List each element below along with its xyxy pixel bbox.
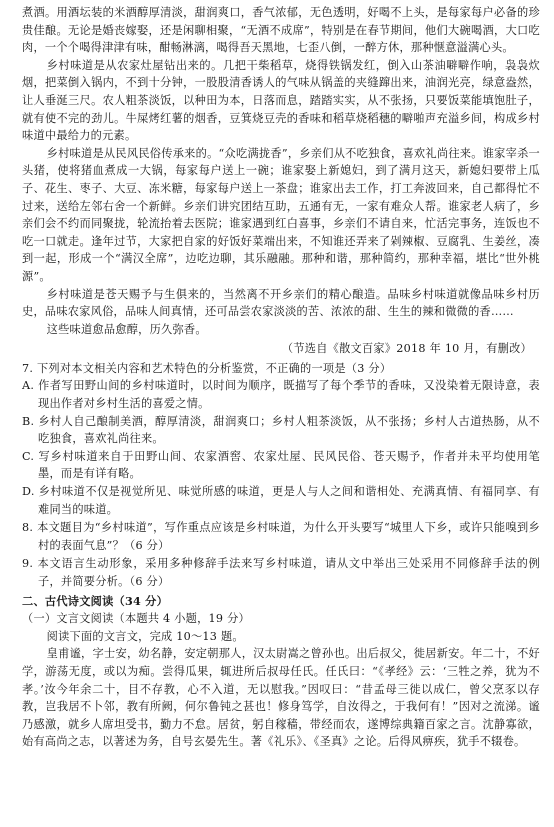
question-7-option-b: B. 乡村人自己酿制美酒，醇厚清淡，甜润爽口；乡村人粗茶淡饭，从不张扬；乡村人古道热肠，从不吃独食，喜欢礼尚往来。 <box>22 414 540 446</box>
question-7-option-a: A. 作者写田野山间的乡村味道时，以时间为顺序，既描写了每个季节的香味，又没染着无限诗意，表现出作者对乡村生活的喜爱之情。 <box>22 379 540 411</box>
essay-paragraph-2: 乡村味道是从农家灶屋钻出来的。几把干柴稻草，烧得铁锅发红，倒入山茶油噼噼作响，袅袅炊烟，把菜倒入锅内，不到十分钟，一股股清香诱人的气味从锅盖的夹缝蹿出来，油润光亮，绿意盎然，让人垂涎三尺。农人粗茶淡饭，以种田为本，日落而息，踏踏实实，从不张扬，只要饭菜能填饱肚子，就有使不完的劲儿。牛屎烤红薯的烟香，豆箕烧豆壳的香味和稻草烧稻穗的噼啪声充溢乡间，构成乡村味道中最给力的元素。 <box>22 58 540 143</box>
question-7-option-d: D. 乡村味道不仅是视觉所见、味觉所感的味道，更是人与人之间和谐相处、充满真情、有福同享、有难同当的味道。 <box>22 485 540 516</box>
subsection-heading: （一）文言文阅读（本题共 4 小题，19 分） <box>22 612 250 626</box>
question-9: 9. 本文语言生动形象，采用多种修辞手法来写乡村味道，请从文中举出三处采用不同修辞手法的例子，并简要分析。（6 分） <box>22 557 540 588</box>
essay-body <box>22 4 540 358</box>
section-heading: 二、古代诗文阅读（34 分） <box>22 593 169 608</box>
question-7 <box>22 360 540 518</box>
essay-paragraph-4: 乡村味道是苍天赐予与生俱来的，当然离不开乡亲们的精心酿造。品味乡村味道就像品味乡村历史，品味农家风俗，品味人间真情，还可品尝农家淡淡的苦、浓浓的甜、生生的辣和微微的香…… <box>22 287 540 319</box>
classical-passage: 皇甫谧，字士安，幼名静，安定朝那人，汉太尉嵩之曾孙也。出后叔父，徙居新安。年二十，不好学，游荡无度，或以为痴。尝得瓜果，辄进所后叔母任氏。任氏曰：“《孝经》云：‘三牲之养，犹为不孝。’汝今年余二十，目不存教，心不入道，无以慰我。”因叹曰：“昔孟母三徙以成仁，曾父烹豕以存教，岂我居不卜邻，教有所阙，何尔鲁钝之甚也！修身笃学，自汝得之，于我何有！”因对之流涕。谧乃感激，就乡人席坦受书，勤力不怠。居贫，躬自稼穑，带经而农，遂博综典籍百家之言。沈静寡欲，始有高尚之志，以著述为务，自号玄晏先生。著《礼乐》、《圣真》之论。后得风痹疾，犹手不辍卷。 <box>22 647 540 749</box>
question-7-option-c: C. 写乡村味道来自于田野山间、农家酒窖、农家灶屋、民风民俗、苍天赐予，作者并未平均使用笔墨，而是有详有略。 <box>22 449 540 481</box>
question-7-stem: 7. 下列对本文相关内容和艺术特色的分析鉴赏，不正确的一项是（3 分） <box>22 361 392 375</box>
essay-paragraph-5: 这些味道愈品愈醇，历久弥香。 <box>46 322 207 336</box>
essay-paragraph-1: 煮酒。用酒坛装的米酒醇厚清淡，甜润爽口，香气浓郁，无色透明，好喝不上头，是每家每户必备的珍贵佳酿。无论是婚丧嫁娶，还是闲聊相聚，“无酒不成席”，特别是在春节期间，他们大碗喝酒，大口吃肉，一个个喝得津津有味，酣畅淋漓，喝得吾天黑地，七歪八倒，一醉方休，那种惬意溢满心头。 <box>22 6 540 55</box>
essay-source: （节选自《散文百家》2018 年 10 月，有删改） <box>281 342 532 356</box>
question-8: 8. 本文题目为“乡村味道”，写作重点应该是乡村味道，为什么开头要写“城里人下乡，或许只能嗅到乡村的表面气息”？（6 分） <box>22 521 540 552</box>
reading-instruction: 阅读下面的文言文，完成 10～13 题。 <box>46 629 244 643</box>
essay-paragraph-3: 乡村味道是从民风民俗传承来的。“众吃满拢香”，乡亲们从不吃独食，喜欢礼尚往来。谁家宰杀一头猪，使将猪血煮成一大锅，每家每户送上一碗；谁家娶上新媳妇，到了满月这天，新媳妇要带上瓜子、花生、枣子、大豆、冻米糖，每家每户送上一茶盘；谁家出去工作，打工奔波回来，自己都得忙不过来，送给左邻右舍一个新鲜。乡亲们讲究团结互助，五通有无，一家有难众人帮。谁家老人病了，乡亲们会不约而同聚拢，轮流抬着去医院；谁家遇到红白喜事，乡亲们不请自来，忙活完事务，连饭也不吃一口就走。逢年过节，大家把自家的好饭好菜端出来，不知谁还弄来了剁辣椒、豆腐乳、生姜丝，凑到一起，形成一个“满汉全席”，边吃边聊，其乐融融。那种和谐，那种简约，那种幸福，堪比“世外桃源”。 <box>22 146 540 283</box>
